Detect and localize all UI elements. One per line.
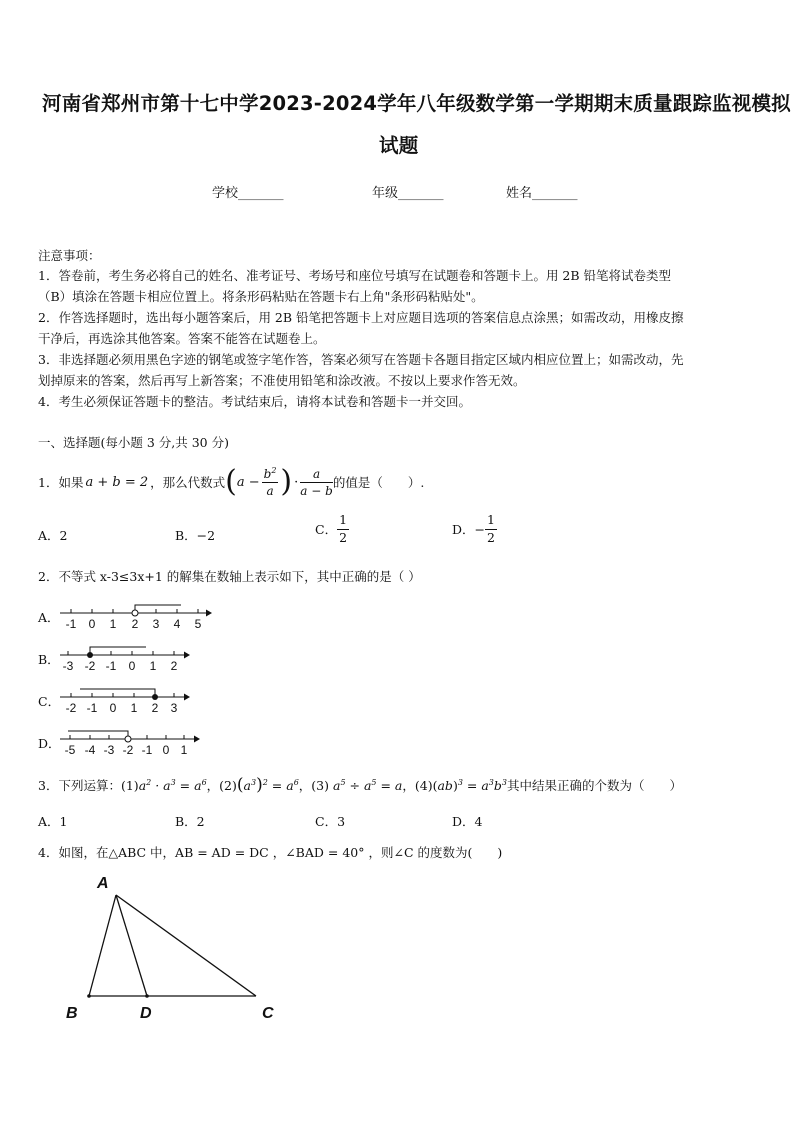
q1-option-d-fraction: $\frac{1}{2}$ (487, 512, 495, 545)
q1-option-c-fraction: $\frac{1}{2}$ (339, 512, 348, 545)
tick-label: -3 (62, 659, 74, 673)
q1-expression: ( a − $\frac{b^2}{a}$ ) · $\frac{a}{a - b}$ (225, 464, 333, 499)
question-2: 2．不等式 x-3≤3x+1 的解集在数轴上表示如下，其中正确的是（ ） (38, 569, 421, 584)
tick-label: -3 (103, 743, 115, 757)
page-title-continued: 试题 (379, 134, 419, 157)
q3-option-a[interactable]: A．1 (38, 814, 68, 829)
q1-option-c-label: C． (315, 522, 338, 537)
q2-option-c-number-line[interactable] (56, 684, 196, 716)
q1-option-d[interactable] (452, 514, 497, 544)
school-field[interactable]: 学校_______ (212, 186, 284, 201)
tick-label: 2 (151, 701, 159, 715)
grade-field[interactable]: 年级_______ (372, 186, 444, 201)
notice-line: 3．非选择题必须用黑色字迹的钢笔或签字笔作答，答案必须写在答题卡各题目指定区域内相应位置上；如需改动，先 (38, 352, 684, 367)
q2-option-b-number-line[interactable] (56, 642, 196, 674)
notice-line: 2．作答选择题时，选出每小题答案后，用 2B 铅笔把答题卡上对应题目选项的答案信息点涂黑；如需改动，用橡皮擦 (38, 310, 684, 325)
tick-label: 0 (88, 617, 96, 631)
q1-option-a[interactable]: A．2 (38, 528, 68, 543)
q1-option-c[interactable] (315, 514, 349, 544)
name-field[interactable]: 姓名_______ (506, 186, 578, 201)
triangle-figure (56, 868, 286, 1028)
q2-option-c-label[interactable]: C． (38, 694, 61, 709)
q3-option-d[interactable]: D．4 (452, 814, 483, 829)
vertex-label-b: B (66, 1005, 78, 1022)
tick-label: 1 (109, 617, 117, 631)
q1-suffix: 的值是（ ）. (332, 475, 425, 490)
tick-label: -1 (105, 659, 117, 673)
tick-label: 0 (162, 743, 170, 757)
q1-prefix: 1．如果 (38, 475, 84, 490)
notice-line: 划掉原来的答案，然后再写上新答案；不准使用铅笔和涂改液。不按以上要求作答无效。 (38, 373, 526, 388)
vertex-label-c: C (262, 1005, 274, 1022)
tick-label: -1 (65, 617, 77, 631)
question-1 (38, 462, 424, 502)
question-4: 4．如图，在△ABC 中，AB = AD = DC ，∠BAD = 40° ，则∠C 的度数为( ) (38, 845, 503, 860)
tick-label: 3 (170, 701, 178, 715)
section-heading: 一、选择题(每小题 3 分,共 30 分) (38, 435, 229, 450)
q3-suffix: 其中结果正确的个数为（ ） (507, 778, 683, 793)
tick-label: 5 (194, 617, 202, 631)
notice-line: （B）填涂在答题卡相应位置上。将条形码粘贴在答题卡右上角"条形码粘贴处"。 (38, 289, 484, 304)
vertex-label-d: D (140, 1005, 152, 1022)
question-3 (38, 775, 682, 795)
q2-option-d-label[interactable]: D． (38, 736, 61, 751)
q3-option-b[interactable]: B．2 (175, 814, 205, 829)
segment-ab (89, 895, 116, 996)
q2-option-d-number-line[interactable] (56, 726, 206, 758)
tick-label: 1 (180, 743, 188, 757)
tick-label: 3 (152, 617, 160, 631)
notice-line: 4．考生必须保证答题卡的整洁。考试结束后，请将本试卷和答题卡一并交回。 (38, 394, 471, 409)
notice-heading: 注意事项： (38, 248, 101, 263)
page-title: 河南省郑州市第十七中学2023-2024学年八年级数学第一学期期末质量跟踪监视模拟 (42, 92, 791, 115)
tick-label: -1 (86, 701, 98, 715)
vertex-label-a: A (97, 875, 109, 892)
tick-label: -5 (64, 743, 76, 757)
q1-option-b[interactable]: B．−2 (175, 528, 216, 543)
notice-line: 1．答卷前，考生务必将自己的姓名、准考证号、考场号和座位号填写在试题卷和答题卡上。用 2B 铅笔将试卷类型 (38, 268, 672, 283)
segment-ac (116, 895, 256, 996)
q3-expressions: $(1)a^2 \cdot a^3 = a^6$，$(2)(a^3)^2 = a^6$，(3) $a^5 \div a^5 = a$，$(4)(ab)^3 = a^3b^3$ (120, 775, 507, 795)
q3-option-c[interactable]: C．3 (315, 814, 346, 829)
segment-ad (116, 895, 147, 996)
tick-label: 2 (170, 659, 178, 673)
tick-label: 1 (149, 659, 157, 673)
q3-prefix: 3．下列运算： (38, 778, 121, 793)
q1-mid: ，那么代数式 (150, 475, 226, 490)
tick-label: 2 (131, 617, 139, 631)
q1-option-d-label: D．− (452, 522, 485, 537)
tick-label: 0 (109, 701, 117, 715)
tick-label: 4 (173, 617, 181, 631)
q2-option-b-label[interactable]: B． (38, 652, 60, 667)
tick-label: -2 (65, 701, 77, 715)
q2-option-a-number-line[interactable] (56, 600, 216, 632)
tick-label: 1 (130, 701, 138, 715)
tick-label: -2 (122, 743, 134, 757)
tick-label: -2 (84, 659, 96, 673)
q1-condition: a + b = 2 (85, 474, 149, 490)
notice-line: 干净后，再选涂其他答案。答案不能答在试题卷上。 (38, 331, 326, 346)
tick-label: -4 (84, 743, 96, 757)
q2-option-a-label[interactable]: A． (38, 610, 60, 625)
tick-label: 0 (128, 659, 136, 673)
tick-label: -1 (141, 743, 153, 757)
